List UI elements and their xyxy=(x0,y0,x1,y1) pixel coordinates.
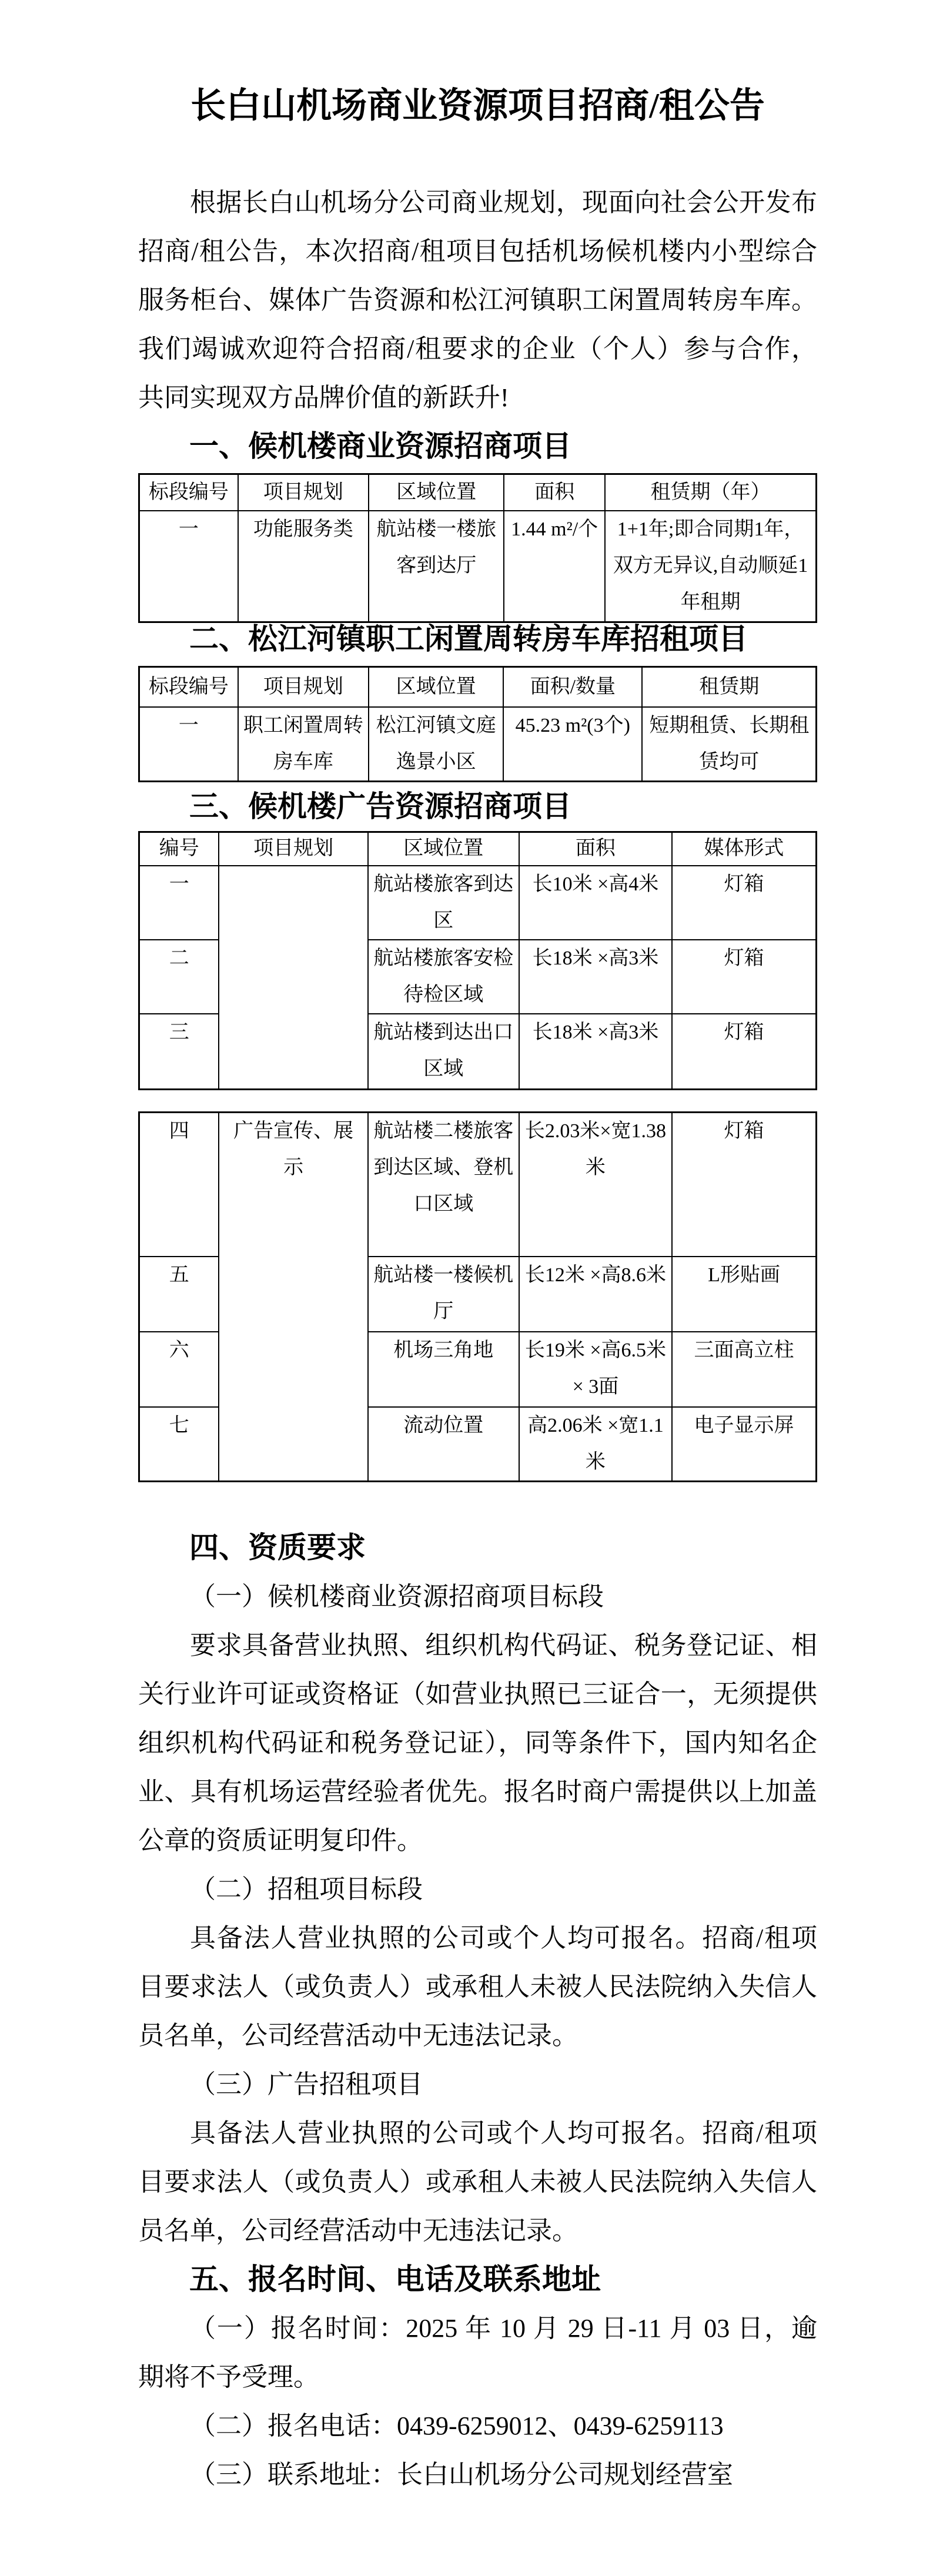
cell-media-type: 灯箱 xyxy=(672,940,816,1014)
cell-number: 五 xyxy=(139,1257,219,1332)
cell-area: 长2.03米×宽1.38米 xyxy=(519,1112,672,1257)
column-header-lot-number: 标段编号 xyxy=(139,474,238,511)
advertising-table-part2 xyxy=(138,1111,817,1483)
page-break-gap xyxy=(138,1090,817,1111)
section-5-heading: 五、报名时间、电话及联系地址 xyxy=(189,2263,601,2296)
cell-area: 长18米 ×高3米 xyxy=(519,940,672,1014)
cell-area: 长12米 ×高8.6米 xyxy=(519,1257,672,1332)
section-4-sub3-heading: （三）广告招租项目 xyxy=(190,2070,423,2099)
document-title: 长白山机场商业资源项目招商/租公告 xyxy=(190,86,765,125)
table-row xyxy=(139,1112,817,1257)
table-row xyxy=(139,866,817,940)
cell-media-type: 灯箱 xyxy=(672,1112,816,1257)
advertising-table-part1 xyxy=(138,831,817,1090)
cell-number: 六 xyxy=(139,1332,219,1407)
cell-location: 航站楼一楼旅客到达厅 xyxy=(369,511,504,622)
cell-location: 航站楼二楼旅客到达区域、登机口区域 xyxy=(368,1112,519,1257)
cell-lease-term: 短期租赁、长期租赁均可 xyxy=(642,707,816,782)
cell-number: 四 xyxy=(139,1112,219,1257)
cell-area-quantity: 45.23 m²(3个) xyxy=(503,707,642,782)
table-header-row xyxy=(139,832,817,866)
cell-lot-number: 一 xyxy=(139,707,238,782)
section-4-sub1-heading: （一）候机楼商业资源招商项目标段 xyxy=(190,1582,604,1611)
cell-lease-term: 1+1年;即合同期1年，双方无异议,自动顺延1年租期 xyxy=(605,511,816,622)
column-header-area-quantity: 面积/数量 xyxy=(503,667,642,707)
cell-media-type: 灯箱 xyxy=(672,866,816,940)
column-header-project-plan: 项目规划 xyxy=(238,667,369,707)
contact-address-line: （三）联系地址：长白山机场分公司规划经营室 xyxy=(190,2460,733,2489)
cell-media-type: 灯箱 xyxy=(672,1014,816,1089)
section-3-heading: 三、候机楼广告资源招商项目 xyxy=(189,789,571,823)
column-header-project-plan: 项目规划 xyxy=(238,474,369,511)
section-4-sub1-paragraph: 要求具备营业执照、组织机构代码证、税务登记证、相关行业许可证或资格证（如营业执照已三证合一，无须提供组织机构代码证和税务登记证），同等条件下，国内知名企业、具有机场运营经验者优先。报名时商户需提供以上加盖公章的资质证明复印件。 xyxy=(138,1631,817,1855)
merged-project-plan-cell: 广告宣传、展示 xyxy=(219,1112,367,1482)
section-4-heading: 四、资质要求 xyxy=(189,1531,366,1564)
cell-location: 航站楼旅客到达区 xyxy=(368,866,519,940)
intro-paragraph: 根据长白山机场分公司商业规划，现面向社会公开发布招商/租公告，本次招商/租项目包括机场候机楼内小型综合服务柜台、媒体广告资源和松江河镇职工闲置周转房车库。我们竭诚欢迎符合招商/租要求的企业（个人）参与合作，共同实现双方品牌价值的新跃升! xyxy=(138,188,817,412)
cell-project-plan: 职工闲置周转房车库 xyxy=(238,707,369,782)
column-header-location: 区域位置 xyxy=(368,832,519,866)
cell-media-type: 电子显示屏 xyxy=(672,1407,816,1482)
terminal-commercial-table xyxy=(138,473,817,623)
merged-project-plan-cell-empty xyxy=(219,866,367,1089)
column-header-lease-term: 租赁期（年） xyxy=(605,474,816,511)
cell-location: 松江河镇文庭逸景小区 xyxy=(369,707,503,782)
cell-project-plan: 功能服务类 xyxy=(238,511,369,622)
cell-number: 七 xyxy=(139,1407,219,1482)
column-header-area: 面积 xyxy=(504,474,605,511)
column-header-project-plan: 项目规划 xyxy=(219,832,367,866)
table-row xyxy=(139,707,817,782)
section-4-sub3-paragraph: 具备法人营业执照的公司或个人均可报名。招商/租项目要求法人（或负责人）或承租人未被人民法院纳入失信人员名单，公司经营活动中无违法记录。 xyxy=(138,2119,817,2245)
registration-phone-line: （二）报名电话：0439-6259012、0439-6259113 xyxy=(190,2411,724,2440)
column-header-media-type: 媒体形式 xyxy=(672,832,816,866)
table-header-row xyxy=(139,667,817,707)
column-header-lot-number: 标段编号 xyxy=(139,667,238,707)
column-header-location: 区域位置 xyxy=(369,474,504,511)
cell-area: 长19米 ×高6.5米 × 3面 xyxy=(519,1332,672,1407)
cell-area: 高2.06米 ×宽1.1米 xyxy=(519,1407,672,1482)
cell-location: 机场三角地 xyxy=(368,1332,519,1407)
section-2-heading: 二、松江河镇职工闲置周转房车库招租项目 xyxy=(189,622,748,655)
column-header-number: 编号 xyxy=(139,832,219,866)
cell-number: 一 xyxy=(139,866,219,940)
registration-time-line: （一）报名时间：2025 年 10 月 29 日-11 月 03 日，逾期将不予受理。 xyxy=(138,2314,817,2391)
cell-area: 长10米 ×高4米 xyxy=(519,866,672,940)
garage-lease-table xyxy=(138,666,817,782)
section-4-sub2-heading: （二）招租项目标段 xyxy=(190,1875,423,1904)
cell-area: 长18米 ×高3米 xyxy=(519,1014,672,1089)
cell-location: 流动位置 xyxy=(368,1407,519,1482)
cell-area: 1.44 m²/个 xyxy=(504,511,605,622)
cell-location: 航站楼旅客安检待检区域 xyxy=(368,940,519,1014)
table-row xyxy=(139,511,817,622)
column-header-location: 区域位置 xyxy=(369,667,503,707)
column-header-area: 面积 xyxy=(519,832,672,866)
cell-lot-number: 一 xyxy=(139,511,238,622)
cell-media-type: L形贴画 xyxy=(672,1257,816,1332)
cell-number: 三 xyxy=(139,1014,219,1089)
section-1-heading: 一、候机楼商业资源招商项目 xyxy=(189,430,571,463)
section-4-sub2-paragraph: 具备法人营业执照的公司或个人均可报名。招商/租项目要求法人（或负责人）或承租人未被人民法院纳入失信人员名单，公司经营活动中无违法记录。 xyxy=(138,1924,817,2050)
cell-location: 航站楼一楼候机厅 xyxy=(368,1257,519,1332)
cell-number: 二 xyxy=(139,940,219,1014)
cell-location: 航站楼到达出口区域 xyxy=(368,1014,519,1089)
cell-media-type: 三面高立柱 xyxy=(672,1332,816,1407)
column-header-lease-term: 租赁期 xyxy=(642,667,816,707)
table-header-row xyxy=(139,474,817,511)
